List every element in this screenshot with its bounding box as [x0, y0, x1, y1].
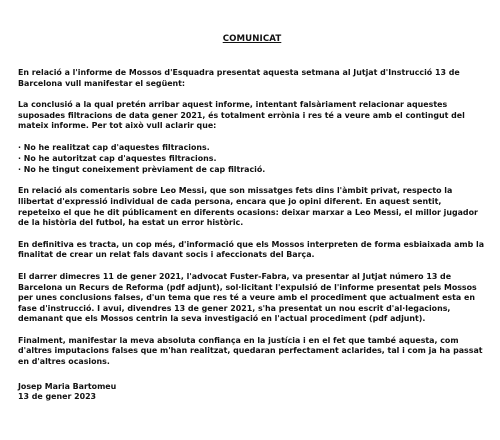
paragraph-messi: En relació als comentaris sobre Leo Messi, que son missatges fets dins l'àmbit privat, respecto la llibertat d'expressió individual de cada persona, encara que jo opini diferent. En aquest sentit, repeteixo el que he dit públicament en diferents ocasions: deixar marxar a Leo Messi, el millor jugador de la història del futbol, ha estat un error històric.	[18, 186, 478, 228]
paragraph-intro: En relació a l'informe de Mossos d'Esquadra presentat aquesta setmana al Jutjat d'Instrucció 13 de Barcelona vull manifestar el següent:	[18, 68, 460, 88]
paragraph-recurs: El darrer dimecres 11 de gener 2021, l'advocat Fuster-Fabra, va presentar al Jutjat número 13 de Barcelona un Recurs de Reforma (pdf adjunt), sol·licitant l'expulsió de l'informe presentat pels Mossos per unes conclusions falses, d'un tema que res té a veure amb el procediment que actualment esta en fase d'instrucció. I avui, divendres 13 de gener 2021, s'ha presentat un nou escrit d'al·legacions, demanant que els Mossos centrin la seva investigació en l'actual procediment (pdf adjunt).	[18, 271, 477, 324]
bullet-item: · No he autoritzat cap d'aquestes filtracions.	[18, 153, 217, 163]
document-title: COMUNICAT	[222, 34, 282, 44]
bullet-item: · No he realitzat cap d'aquestes filtracions.	[18, 142, 210, 152]
signature-block	[18, 382, 486, 403]
signature-date: 13 de gener 2023	[18, 392, 97, 402]
paragraph-finalment: Finalment, manifestar la meva absoluta confiança en la justícia i en el fet que també aquesta, com d'altres imputacions falses que m'han realitzat, quedaran perfectament aclarides, tal i com ja ha passat en d'altres ocasions.	[18, 335, 483, 367]
bullet-list	[18, 143, 486, 175]
signature-name: Josep Maria Bartomeu	[18, 381, 117, 391]
bullet-item: · No he tingut coneixement prèviament de cap filtració.	[18, 164, 266, 174]
paragraph-definitiva: En definitiva es tracta, un cop més, d'informació que els Mossos interpreten de forma esbiaixada amb la finalitat de crear un relat fals davant socis i afeccionats del Barça.	[18, 239, 485, 260]
paragraph-conclusion: La conclusió a la qual pretén arribar aquest informe, intentant falsàriament relacionar aquestes suposades filtracions de data gener 2021, és totalment errònia i res té a veure amb el contingut del mateix informe. Per tot això vull aclarir que:	[18, 100, 465, 131]
